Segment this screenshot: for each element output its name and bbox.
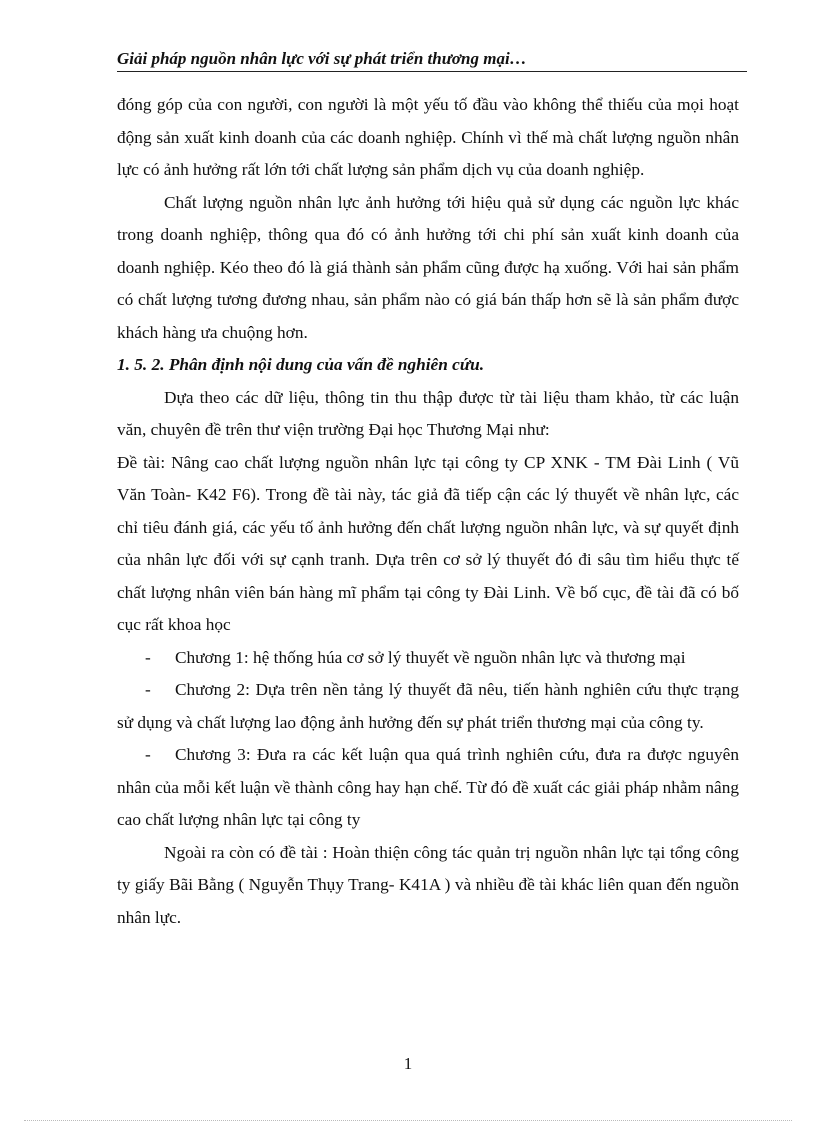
section-heading: 1. 5. 2. Phân định nội dung của vấn đề nghiên cứu. (117, 355, 485, 374)
footer-divider (24, 1120, 792, 1121)
list-item-text: Chương 2: Dựa trên nền tảng lý thuyết đã nêu, tiến hành nghiên cứu thực trạng sử dụng và chất lượng lao động ảnh hưởng đến sự phát triển thương mại của công ty. (117, 680, 739, 732)
paragraph-5: Ngoài ra còn có đề tài : Hoàn thiện công tác quản trị nguồn nhân lực tại tổng công ty giấy Bãi Bằng ( Nguyễn Thụy Trang- K41A ) và nhiều đề tài khác liên quan đến nguồn nhân lực. (117, 842, 739, 927)
paragraph-1: đóng góp của con người, con người là một yếu tố đầu vào không thể thiếu của mọi hoạt động sản xuất kinh doanh của các doanh nghiệp. Chính vì thế mà chất lượng nguồn nhân lực có ảnh hưởng rất lớn tới chất lượng sản phẩm dịch vụ của doanh nghiệp. (117, 95, 739, 179)
list-item (117, 739, 739, 837)
list-item-text: Chương 1: hệ thống húa cơ sở lý thuyết về nguồn nhân lực và thương mại (175, 647, 686, 667)
page-body (117, 89, 739, 934)
paragraph-4: Đề tài: Nâng cao chất lượng nguồn nhân lực tại công ty CP XNK - TM Đài Linh ( Vũ Văn Toàn- K42 F6). Trong đề tài này, tác giả đã tiếp cận các lý thuyết về nhân lực, các chỉ tiêu đánh giá, các yếu tố ảnh hưởng đến chất lượng nguồn nhân lực, và sự quyết định của nhân lực đối với sự cạnh tranh. Dựa trên cơ sở lý thuyết đó đi sâu tìm hiểu thực tế chất lượng nhân viên bán hàng mĩ phẩm tại công ty Đài Linh. Về bố cục, đề tài đã có bố cục rất khoa học (117, 452, 739, 634)
list-marker: - (145, 647, 151, 667)
list-item-text: Chương 3: Đưa ra các kết luận qua quá trình nghiên cứu, đưa ra được nguyên nhân của mỗi kết luận về thành công hay hạn chế. Từ đó đề xuất các giải pháp nhằm nâng cao chất lượng nhân lực tại công ty (117, 745, 739, 829)
paragraph-2: Chất lượng nguồn nhân lực ảnh hưởng tới hiệu quả sử dụng các nguồn lực khác trong doanh nghiệp, thông qua đó có ảnh hưởng tới chi phí sản xuất kinh doanh của doanh nghiệp. Kéo theo đó là giá thành sản phẩm cũng được hạ xuống. Với hai sản phẩm có chất lượng tương đương nhau, sản phẩm nào có giá bán thấp hơn sẽ là sản phẩm được khách hàng ưa chuộng hơn. (117, 192, 739, 342)
paragraph-3: Dựa theo các dữ liệu, thông tin thu thập được từ tài liệu tham khảo, từ các luận văn, chuyên đề trên thư viện trường Đại học Thương Mại như: (117, 387, 739, 439)
list-marker: - (145, 680, 151, 699)
page-number: 1 (403, 1054, 413, 1073)
running-header: Giải pháp nguồn nhân lực với sự phát triển thương mại… (117, 49, 747, 72)
list-marker: - (145, 745, 151, 764)
list-item (117, 674, 739, 739)
list-item (117, 642, 739, 675)
